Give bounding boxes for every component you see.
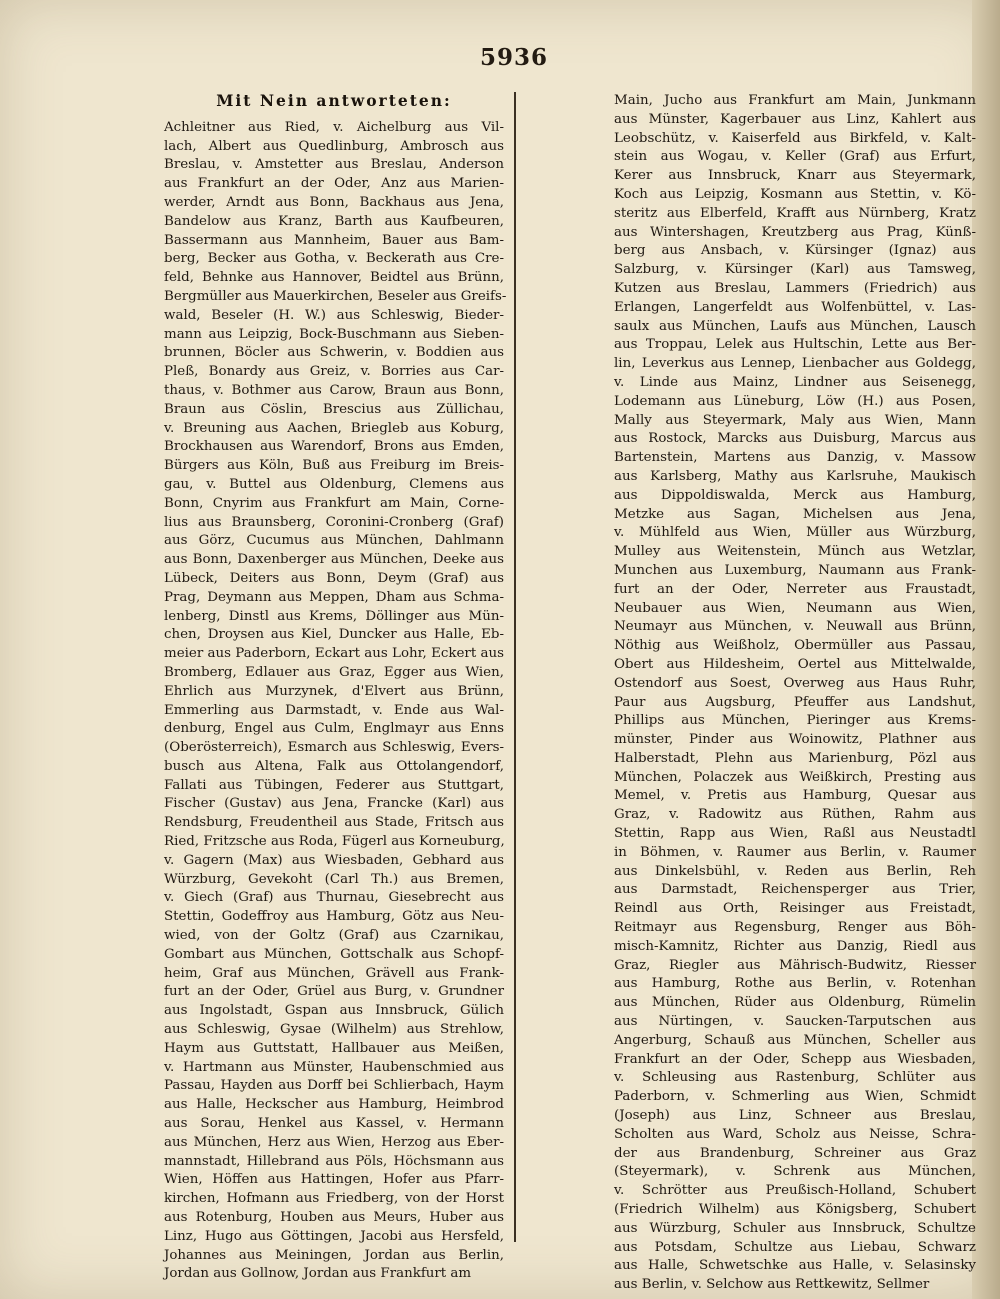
text-line: lin, Leverkus aus Lennep, Lienbacher aus Goldegg, [614, 356, 976, 372]
text-line: aus Potsdam, Schultze aus Liebau, Schwarz [614, 1239, 976, 1255]
text-line: Lübeck, Deiters aus Bonn, Deym (Graf) aus [164, 570, 504, 586]
text-line: Bandelow aus Kranz, Barth aus Kaufbeuren, [164, 213, 504, 229]
text-line: Breslau, v. Amstetter aus Breslau, Anderson [164, 157, 504, 173]
text-line: Munchen aus Luxemburg, Naumann aus Frank- [614, 562, 976, 578]
text-line: Graz, v. Radowitz aus Rüthen, Rahm aus [614, 807, 976, 823]
text-line: Halberstadt, Plehn aus Marienburg, Pözl aus [614, 750, 976, 766]
text-line: Erlangen, Langerfeldt aus Wolfenbüttel, v. Las- [614, 299, 976, 315]
text-line: lach, Albert aus Quedlinburg, Ambrosch aus [164, 138, 504, 154]
text-line: v. Schleusing aus Rastenburg, Schlüter aus [614, 1070, 976, 1086]
text-line: Leobschütz, v. Kaiserfeld aus Birkfeld, v. Kalt- [614, 130, 976, 146]
text-line: Bürgers aus Köln, Buß aus Freiburg im Breis- [164, 458, 504, 474]
text-line: wald, Beseler (H. W.) aus Schleswig, Bieder- [164, 307, 504, 323]
text-line: aus Würzburg, Schuler aus Innsbruck, Schultze [614, 1220, 976, 1236]
text-line: Fischer (Gustav) aus Jena, Francke (Karl) aus [164, 796, 504, 812]
text-line: Mally aus Steyermark, Maly aus Wien, Mann [614, 412, 976, 428]
text-line: wied, von der Goltz (Graf) aus Czarnikau, [164, 928, 504, 944]
text-line: Haym aus Guttstatt, Hallbauer aus Meißen, [164, 1040, 504, 1056]
text-line: gau, v. Buttel aus Oldenburg, Clemens aus [164, 476, 504, 492]
text-line: lenberg, Dinstl aus Krems, Döllinger aus Mün- [164, 608, 504, 624]
text-line: in Böhmen, v. Raumer aus Berlin, v. Raumer [614, 844, 976, 860]
section-heading: Mit Nein antworteten: [216, 91, 452, 110]
text-line: Passau, Hayden aus Dorff bei Schlierbach, Haym [164, 1078, 504, 1094]
text-line: Main, Jucho aus Frankfurt am Main, Junkmann [614, 93, 976, 108]
text-line: Ostendorf aus Soest, Overweg aus Haus Ruhr, [614, 675, 976, 691]
text-line: (Steyermark), v. Schrenk aus München, [614, 1164, 976, 1180]
text-line: brunnen, Böcler aus Schwerin, v. Boddien aus [164, 345, 504, 361]
text-line: v. Schrötter aus Preußisch-Holland, Schubert [614, 1183, 976, 1199]
text-line: aus Troppau, Lelek aus Hultschin, Lette aus Ber- [614, 337, 976, 353]
text-line: mann aus Leipzig, Bock-Buschmann aus Sieben- [164, 326, 504, 342]
text-line: v. Gagern (Max) aus Wiesbaden, Gebhard aus [164, 852, 504, 868]
right-column-text [614, 92, 976, 1295]
text-line: Gombart aus München, Gottschalk aus Schopf- [164, 946, 504, 962]
text-line: stein aus Wogau, v. Keller (Graf) aus Erfurt, [614, 149, 976, 165]
text-line: lius aus Braunsberg, Coronini-Cronberg (Graf) [164, 514, 504, 530]
text-line: Linz, Hugo aus Göttingen, Jacobi aus Hersfeld, [164, 1228, 504, 1244]
text-line: aus Darmstadt, Reichensperger aus Trier, [614, 882, 976, 898]
text-line: Salzburg, v. Kürsinger (Karl) aus Tamsweg, [614, 262, 976, 278]
left-column-text [164, 119, 507, 1284]
text-line: Bromberg, Edlauer aus Graz, Egger aus Wien, [164, 664, 504, 680]
text-line: Achleitner aus Ried, v. Aichelburg aus Vil- [164, 119, 504, 135]
page-edge [972, 0, 1000, 1299]
page-number: 5936 [480, 44, 549, 71]
text-line: aus Berlin, v. Selchow aus Rettkewitz, Sellmer [614, 1277, 930, 1293]
text-line: feld, Behnke aus Hannover, Beidtel aus Brünn, [164, 270, 504, 286]
text-line: aus Dinkelsbühl, v. Reden aus Berlin, Reh [614, 863, 976, 879]
text-line: Ehrlich aus Murzynek, d'Elvert aus Brünn, [164, 683, 504, 699]
text-line: Bonn, Cnyrim aus Frankfurt am Main, Corne- [164, 495, 504, 511]
text-line: mannstadt, Hillebrand aus Pöls, Höchsmann aus [164, 1153, 504, 1169]
text-line: Jordan aus Gollnow, Jordan aus Frankfurt am [164, 1266, 472, 1282]
text-line: Mulley aus Weitenstein, Münch aus Wetzlar, [614, 544, 976, 560]
text-line: berg, Becker aus Gotha, v. Beckerath aus Cre- [164, 251, 504, 267]
text-line: Lodemann aus Lüneburg, Löw (H.) aus Posen, [614, 393, 976, 409]
text-line: Wien, Höffen aus Hattingen, Hofer aus Pfarr- [164, 1172, 504, 1188]
text-line: steritz aus Elberfeld, Krafft aus Nürnberg, Kratz [614, 205, 976, 221]
text-line: misch-Kamnitz, Richter aus Danzig, Riedl aus [614, 938, 976, 954]
text-line: aus Karlsberg, Mathy aus Karlsruhe, Maukisch [614, 468, 976, 484]
text-line: aus Halle, Heckscher aus Hamburg, Heimbrod [164, 1097, 504, 1113]
text-line: Frankfurt an der Oder, Schepp aus Wiesbaden, [614, 1051, 976, 1067]
text-line: Reindl aus Orth, Reisinger aus Freistadt, [614, 901, 976, 917]
text-line: Brockhausen aus Warendorf, Brons aus Emden, [164, 439, 504, 455]
text-line: aus Münster, Kagerbauer aus Linz, Kahlert aus [614, 111, 976, 127]
text-line: kirchen, Hofmann aus Friedberg, von der Horst [164, 1191, 504, 1207]
text-line: München, Polaczek aus Weißkirch, Presting aus [614, 769, 976, 785]
text-line: Scholten aus Ward, Scholz aus Neisse, Schra- [614, 1126, 976, 1142]
text-line: v. Giech (Graf) aus Thurnau, Giesebrecht aus [164, 890, 504, 906]
text-line: (Joseph) aus Linz, Schneer aus Breslau, [614, 1108, 976, 1124]
text-line: Reitmayr aus Regensburg, Renger aus Böh- [614, 920, 976, 936]
text-line: werder, Arndt aus Bonn, Backhaus aus Jena, [164, 194, 504, 210]
text-line: denburg, Engel aus Culm, Englmayr aus Enns [164, 721, 504, 737]
text-line: Würzburg, Gevekoht (Carl Th.) aus Bremen, [164, 871, 504, 887]
text-line: Nöthig aus Weißholz, Obermüller aus Passau, [614, 638, 976, 654]
left-column [164, 91, 507, 1284]
text-line: berg aus Ansbach, v. Kürsinger (Ignaz) aus [614, 243, 976, 259]
text-line: Johannes aus Meiningen, Jordan aus Berlin, [164, 1247, 504, 1263]
text-line: Phillips aus München, Pieringer aus Krems- [614, 713, 976, 729]
text-line: Obert aus Hildesheim, Oertel aus Mittelwalde, [614, 656, 976, 672]
text-line: Angerburg, Schauß aus München, Scheller aus [614, 1032, 976, 1048]
text-line: aus Nürtingen, v. Saucken-Tarputschen aus [614, 1014, 976, 1030]
text-line: Koch aus Leipzig, Kosmann aus Stettin, v. Kö- [614, 186, 976, 202]
text-line: busch aus Altena, Falk aus Ottolangendorf, [164, 758, 504, 774]
text-line: Pleß, Bonardy aus Greiz, v. Borries aus Car- [164, 364, 504, 380]
text-line: v. Breuning aus Aachen, Briegleb aus Koburg, [164, 420, 504, 436]
text-line: thaus, v. Bothmer aus Carow, Braun aus Bonn, [164, 382, 504, 398]
text-line: Memel, v. Pretis aus Hamburg, Quesar aus [614, 788, 976, 804]
text-line: Kerer aus Innsbruck, Knarr aus Steyermark, [614, 168, 976, 184]
text-line: saulx aus München, Laufs aus München, Lausch [614, 318, 976, 334]
text-line: aus Hamburg, Rothe aus Berlin, v. Rotenhan [614, 976, 976, 992]
text-line: Graz, Riegler aus Mährisch-Budwitz, Riesser [614, 957, 976, 973]
text-line: heim, Graf aus München, Grävell aus Frank- [164, 965, 504, 981]
text-line: furt an der Oder, Grüel aus Burg, v. Grundner [164, 984, 504, 1000]
text-line: Prag, Deymann aus Meppen, Dham aus Schma- [164, 589, 504, 605]
text-line: Neumayr aus München, v. Neuwall aus Brünn, [614, 619, 976, 635]
text-line: Braun aus Cöslin, Brescius aus Züllichau, [164, 401, 504, 417]
column-divider [514, 92, 516, 1242]
text-line: der aus Brandenburg, Schreiner aus Graz [614, 1145, 976, 1161]
text-line: münster, Pinder aus Woinowitz, Plathner aus [614, 732, 976, 748]
text-line: meier aus Paderborn, Eckart aus Lohr, Eckert aus [164, 646, 504, 662]
text-line: aus Frankfurt an der Oder, Anz aus Marien- [164, 176, 504, 192]
text-line: aus Görz, Cucumus aus München, Dahlmann [164, 533, 504, 549]
text-line: Stettin, Rapp aus Wien, Raßl aus Neustadtl [614, 826, 976, 842]
text-line: Kutzen aus Breslau, Lammers (Friedrich) aus [614, 280, 976, 296]
text-line: Rendsburg, Freudentheil aus Stade, Fritsch aus [164, 815, 504, 831]
text-line: aus München, Rüder aus Oldenburg, Rümelin [614, 995, 976, 1011]
text-line: chen, Droysen aus Kiel, Duncker aus Halle, Eb- [164, 627, 504, 643]
text-line: aus München, Herz aus Wien, Herzog aus Eber- [164, 1134, 504, 1150]
text-line: aus Sorau, Henkel aus Kassel, v. Hermann [164, 1116, 504, 1132]
text-line: aus Dippoldiswalda, Merck aus Hamburg, [614, 487, 976, 503]
text-line: v. Linde aus Mainz, Lindner aus Seisenegg, [614, 374, 976, 390]
text-line: Stettin, Godeffroy aus Hamburg, Götz aus Neu- [164, 909, 504, 925]
right-column [614, 92, 976, 1295]
text-line: Bartenstein, Martens aus Danzig, v. Massow [614, 450, 976, 466]
text-line: Bassermann aus Mannheim, Bauer aus Bam- [164, 232, 504, 248]
text-line: Metzke aus Sagan, Michelsen aus Jena, [614, 506, 976, 522]
text-line: Paderborn, v. Schmerling aus Wien, Schmidt [614, 1089, 976, 1105]
text-line: Emmerling aus Darmstadt, v. Ende aus Wal- [164, 702, 504, 718]
text-line: (Friedrich Wilhelm) aus Königsberg, Schubert [614, 1202, 976, 1218]
text-line: (Oberösterreich), Esmarch aus Schleswig, Evers- [164, 740, 504, 756]
text-line: aus Rostock, Marcks aus Duisburg, Marcus aus [614, 431, 976, 447]
text-line: aus Rotenburg, Houben aus Meurs, Huber aus [164, 1210, 504, 1226]
text-line: Fallati aus Tübingen, Federer aus Stuttgart, [164, 777, 504, 793]
text-line: aus Schleswig, Gysae (Wilhelm) aus Strehlow, [164, 1022, 504, 1038]
text-line: aus Halle, Schwetschke aus Halle, v. Selasinsky [614, 1258, 976, 1274]
text-line: aus Wintershagen, Kreutzberg aus Prag, Künß- [614, 224, 976, 240]
text-line: v. Hartmann aus Münster, Haubenschmied aus [164, 1059, 504, 1075]
text-line: furt an der Oder, Nerreter aus Fraustadt, [614, 581, 976, 597]
text-line: Bergmüller aus Mauerkirchen, Beseler aus Greifs- [164, 288, 507, 304]
text-line: Ried, Fritzsche aus Roda, Fügerl aus Korneuburg, [164, 834, 505, 850]
text-line: Paur aus Augsburg, Pfeuffer aus Landshut, [614, 694, 976, 710]
text-line: aus Ingolstadt, Gspan aus Innsbruck, Gülich [164, 1003, 504, 1019]
text-line: Neubauer aus Wien, Neumann aus Wien, [614, 600, 976, 616]
text-line: v. Mühlfeld aus Wien, Müller aus Würzburg, [614, 525, 976, 541]
text-line: aus Bonn, Daxenberger aus München, Deeke aus [164, 552, 504, 568]
